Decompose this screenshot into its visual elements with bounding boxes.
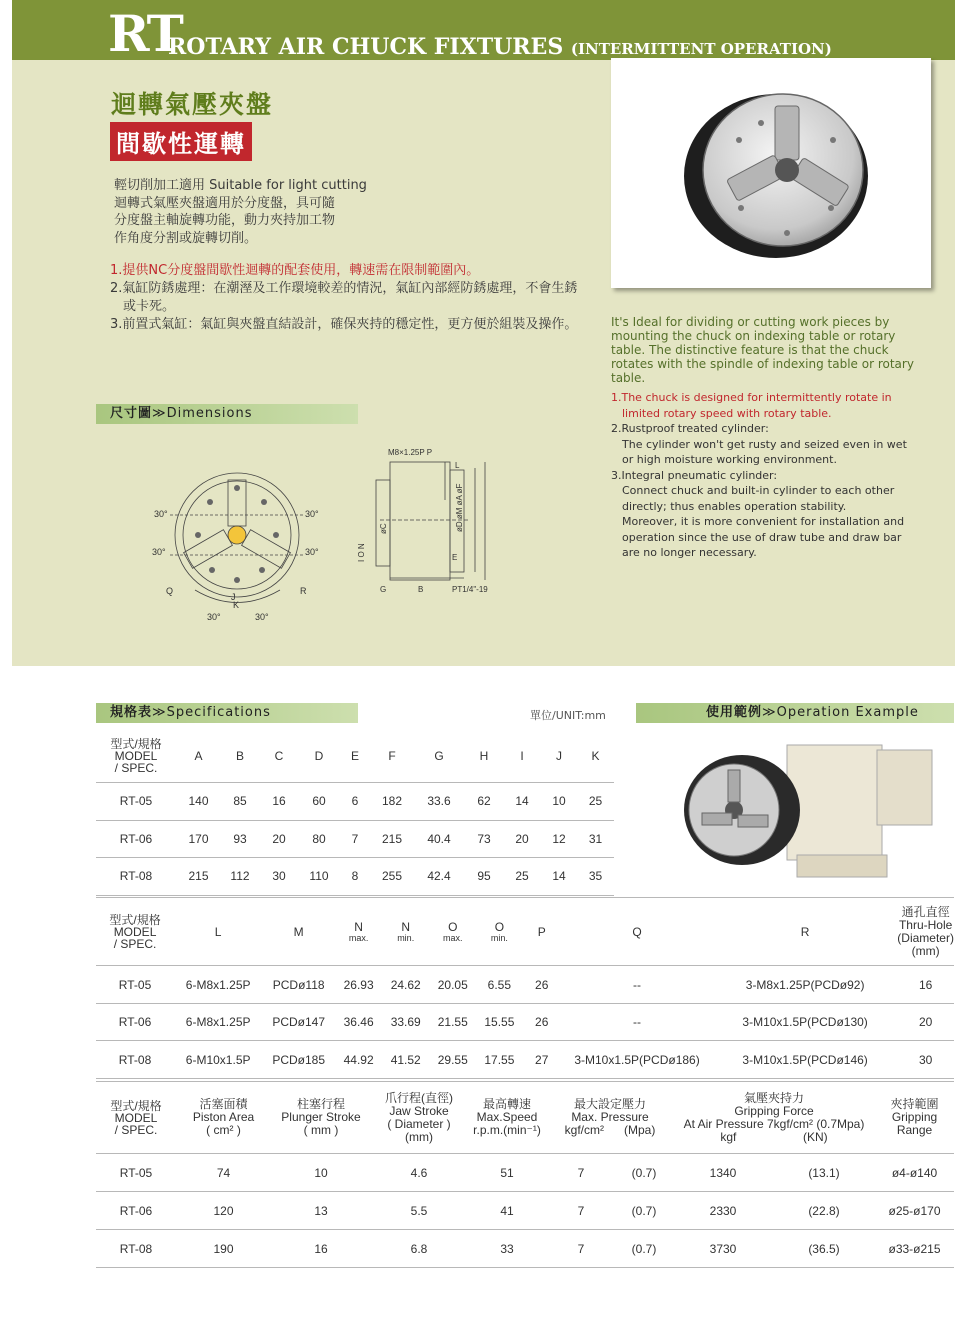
chinese-title: 迴轉氣壓夾盤 [111, 90, 274, 119]
table-row [96, 1154, 954, 1192]
spec-table-2 [96, 897, 954, 1079]
gripping-range-header [875, 1082, 954, 1154]
col-header: Q [561, 898, 713, 966]
intro-line: 作角度分割或旋轉切削。 [114, 230, 258, 246]
note-body: are no longer necessary. [622, 546, 757, 559]
feature-line: 3.前置式氣缸：氣缸與夾盤直結設計，確保夾持的穩定性，更方便於組裝及操作。 [110, 317, 578, 332]
cell: 140 [176, 782, 221, 820]
intro-line: 迴轉式氣壓夾盤適用於分度盤，具可隨 [114, 195, 336, 211]
cell: 26.93 [335, 966, 382, 1004]
table3-header [96, 1082, 954, 1154]
spec-table-1 [96, 730, 614, 896]
cell: 215 [176, 857, 221, 895]
hdr-line: ( mm ) [303, 1123, 339, 1137]
table-row [96, 782, 614, 820]
cell: 2330 [673, 1192, 773, 1230]
label-c: øC [379, 523, 388, 534]
cell: 17.55 [476, 1041, 522, 1079]
col-header: D [299, 730, 339, 782]
col-header: L [174, 898, 262, 966]
cell: (0.7) [615, 1192, 673, 1230]
cell: RT-08 [96, 857, 176, 895]
piston-area-header [176, 1082, 271, 1154]
cell: 6-M8x1.25P [174, 966, 262, 1004]
hdr-line: 夾持範圍 [890, 1097, 939, 1111]
features-chinese [110, 262, 580, 334]
cell: 20 [259, 820, 299, 857]
note-head: 1.The chuck is designed for intermittently rotate in [611, 391, 892, 404]
table-row [96, 1041, 954, 1079]
note-1 [611, 390, 931, 421]
model-header [96, 730, 176, 782]
hdr-line: kgf/cm² (Mpa) [564, 1123, 656, 1137]
cell: 51 [467, 1154, 547, 1192]
cell: 14 [503, 782, 541, 820]
cell: (36.5) [773, 1230, 875, 1268]
cell: 120 [176, 1192, 271, 1230]
cell: 3-M10x1.5P(PCDø186) [561, 1041, 713, 1079]
label-j: J [231, 592, 236, 602]
model-spec: / SPEC. [113, 936, 157, 951]
hdr-line: Piston Area [192, 1110, 255, 1124]
cell: 20.05 [429, 966, 476, 1004]
note-body: Connect chuck and built-in cylinder to each other [622, 484, 895, 497]
cell: 8 [339, 857, 371, 895]
note-body: The cylinder won't get rusty and seized even in wet [622, 437, 907, 451]
cell: 12 [541, 820, 577, 857]
cell: (22.8) [773, 1192, 875, 1230]
table-row [96, 1192, 954, 1230]
col-letter: N [354, 920, 363, 934]
cell: RT-08 [96, 1230, 176, 1268]
cell: 3-M8x1.25P(PCDø92) [713, 966, 897, 1004]
hdr-line: Gripping [891, 1110, 938, 1124]
notes-english [611, 390, 931, 561]
cell: (0.7) [615, 1154, 673, 1192]
col-header: C [259, 730, 299, 782]
section-arrow: ≫ [152, 406, 167, 421]
cell: 30 [897, 1041, 954, 1079]
section-zh: 使用範例 [706, 705, 763, 720]
cell: 6-M10x1.5P [174, 1041, 262, 1079]
hdr-line: Range [896, 1123, 933, 1137]
cell: -- [561, 966, 713, 1004]
table-row [96, 1004, 954, 1041]
angle-label: 30° [207, 612, 221, 622]
cell: 10 [271, 1154, 371, 1192]
cell: 10 [541, 782, 577, 820]
cell: 62 [465, 782, 503, 820]
cell: 41.52 [382, 1041, 429, 1079]
cell: 27 [522, 1041, 561, 1079]
cell: 29.55 [429, 1041, 476, 1079]
cell: RT-08 [96, 1041, 174, 1079]
gripping-force-header [673, 1082, 875, 1154]
model-en: MODEL [114, 1110, 158, 1125]
model-zh: 型式/規格 [110, 736, 162, 751]
section-en: Specifications [166, 705, 271, 720]
cell: -- [561, 1004, 713, 1041]
label-q: Q [166, 586, 174, 596]
hdr-line: 氣壓夾持力 [743, 1090, 804, 1105]
note-body: limited rotary speed with rotary table. [622, 406, 832, 420]
hdr-line: 柱塞行程 [296, 1097, 345, 1111]
col-header: M [262, 898, 335, 966]
hdr-line: Jaw Stroke [389, 1103, 449, 1118]
jaw-stroke-header [371, 1082, 467, 1154]
col-letter: O [494, 920, 505, 934]
cell: 16 [259, 782, 299, 820]
label-l: L [455, 461, 460, 470]
col-header [335, 898, 382, 966]
cell: 7 [547, 1192, 615, 1230]
table2-header [96, 898, 954, 966]
model-spec: / SPEC. [114, 760, 158, 775]
cell: 182 [371, 782, 413, 820]
cell: ø25-ø170 [875, 1192, 954, 1230]
cell: 85 [221, 782, 259, 820]
table-row [96, 1230, 954, 1268]
cell: 255 [371, 857, 413, 895]
cell: 14 [541, 857, 577, 895]
cell: 3730 [673, 1230, 773, 1268]
section-zh: 規格表 [110, 705, 153, 720]
col-header [382, 898, 429, 966]
cell: (13.1) [773, 1154, 875, 1192]
section-zh: 尺寸圖 [110, 406, 153, 421]
max-pressure-header [547, 1082, 673, 1154]
section-arrow: ≫ [152, 705, 167, 720]
model-header [96, 898, 174, 966]
side-view [376, 462, 485, 580]
thru-unit: (mm) [911, 943, 940, 958]
specifications-header [96, 703, 358, 723]
hdr-line: Max. Pressure [571, 1110, 649, 1124]
model-header [96, 1082, 176, 1154]
operation-example-header [636, 703, 954, 723]
hdr-line: (mm) [405, 1129, 433, 1144]
col-header: E [339, 730, 371, 782]
intro-chinese [114, 177, 414, 247]
hdr-line: 最高轉速 [482, 1097, 531, 1111]
title-subtitle: (INTERMITTENT OPERATION) [570, 40, 832, 58]
col-header: J [541, 730, 577, 782]
cell: PCDø147 [262, 1004, 335, 1041]
cell: 93 [221, 820, 259, 857]
angle-label: 30° [305, 547, 319, 557]
cell: 33.6 [413, 782, 465, 820]
cell: 42.4 [413, 857, 465, 895]
cell: 33.69 [382, 1004, 429, 1041]
col-header: F [371, 730, 413, 782]
cell: 6.55 [476, 966, 522, 1004]
cell: RT-05 [96, 966, 174, 1004]
cell: 112 [221, 857, 259, 895]
hdr-line: ( Diameter ) [387, 1116, 451, 1131]
cell: 95 [465, 857, 503, 895]
cell: 190 [176, 1230, 271, 1268]
dimension-drawing [140, 440, 510, 630]
col-header: H [465, 730, 503, 782]
chinese-tag: 間歇性運轉 [110, 122, 252, 161]
cell: 33 [467, 1230, 547, 1268]
cell: 60 [299, 782, 339, 820]
label-ion: I O N [357, 543, 366, 562]
cell: 6.8 [371, 1230, 467, 1268]
label-dmaf: øD øM øA øF [455, 483, 464, 532]
table1-header [96, 730, 614, 782]
model-en: MODEL [114, 748, 158, 763]
model-zh: 型式/規格 [109, 912, 161, 927]
cell: 13 [271, 1192, 371, 1230]
cell: 73 [465, 820, 503, 857]
description-english: It's Ideal for dividing or cutting work pieces by mounting the chuck on indexing table or rotary table. The distinctive feature is that the chuck rotates with the spindle of indexing table or rotary table. [611, 315, 914, 385]
cell: 74 [176, 1154, 271, 1192]
cell: 21.55 [429, 1004, 476, 1041]
cell: 6 [339, 782, 371, 820]
chuck-image [611, 58, 931, 288]
thru-hole-header [897, 898, 954, 966]
hdr-line: Max.Speed [476, 1110, 538, 1124]
label-e: E [452, 553, 458, 562]
note-head: 3.Integral pneumatic cylinder: [611, 468, 778, 482]
col-sub: max. [443, 933, 463, 943]
col-letter: O [448, 920, 458, 934]
section-arrow: ≫ [762, 705, 777, 720]
cell: 25 [577, 782, 614, 820]
pt-label: PT1/4"-19 [452, 585, 488, 594]
cell: 15.55 [476, 1004, 522, 1041]
cell: 41 [467, 1192, 547, 1230]
cell: ø33-ø215 [875, 1230, 954, 1268]
angle-label: 30° [305, 509, 319, 519]
cell: 5.5 [371, 1192, 467, 1230]
cell: 40.4 [413, 820, 465, 857]
cell: 6-M8x1.25P [174, 1004, 262, 1041]
unit-label: 單位/UNIT:mm [530, 709, 606, 722]
hdr-line: At Air Pressure 7kgf/cm² (0.7Mpa) [683, 1116, 865, 1131]
cell: 20 [897, 1004, 954, 1041]
angle-label: 30° [154, 509, 168, 519]
cell: RT-05 [96, 1154, 176, 1192]
hdr-line: ( cm² ) [206, 1123, 241, 1137]
col-sub: min. [397, 933, 415, 943]
intro-line: 輕切削加工適用 Suitable for light cutting [114, 178, 367, 193]
cell: RT-06 [96, 1192, 176, 1230]
thread-label: M8×1.25P P [388, 448, 433, 457]
cell: 25 [503, 857, 541, 895]
label-g: G [380, 585, 387, 594]
label-r: R [300, 586, 307, 596]
angle-label: 30° [255, 612, 269, 622]
cell: RT-05 [96, 782, 176, 820]
section-en: Dimensions [166, 406, 253, 421]
hdr-line: 爪行程(直徑) [385, 1090, 453, 1105]
cell: PCDø118 [262, 966, 335, 1004]
feature-line: 2.氣缸防銹處理：在潮溼及工作環境較差的情況，氣缸內部經防銹處理，不會生銹或卡死。 [110, 281, 578, 314]
cell: 7 [339, 820, 371, 857]
cell: 31 [577, 820, 614, 857]
label-k: K [233, 600, 240, 610]
cell: 36.46 [335, 1004, 382, 1041]
col-letter: N [401, 920, 411, 934]
col-header [476, 898, 522, 966]
hdr-line: Gripping Force [734, 1103, 814, 1118]
col-header: R [713, 898, 897, 966]
table-row [96, 820, 614, 857]
cell: 4.6 [371, 1154, 467, 1192]
product-photo [611, 58, 931, 288]
note-head: 2.Rustproof treated cylinder: [611, 422, 769, 435]
note-body: operation since the use of draw tube and draw bar [622, 530, 902, 544]
hdr-line: r.p.m.(min⁻¹) [473, 1123, 541, 1137]
operation-example-photo [672, 735, 937, 885]
model-spec: / SPEC. [114, 1122, 158, 1137]
page-title [168, 34, 832, 60]
col-header: I [503, 730, 541, 782]
note-2 [611, 421, 931, 468]
front-view [170, 473, 304, 603]
feature-line: 1.提供NC分度盤間歇性迴轉的配套使用，轉速需在限制範圍內。 [110, 263, 480, 278]
plunger-stroke-header [271, 1082, 371, 1154]
col-sub: min. [490, 933, 508, 943]
model-en: MODEL [113, 924, 157, 939]
cell: ø4-ø140 [875, 1154, 954, 1192]
cell: 24.62 [382, 966, 429, 1004]
col-header: K [577, 730, 614, 782]
note-body: or high moisture working environment. [622, 453, 837, 466]
cell: 215 [371, 820, 413, 857]
col-sub: max. [348, 933, 369, 943]
col-header: G [413, 730, 465, 782]
dimensions-header [96, 404, 358, 424]
cell: 3-M10x1.5P(PCDø146) [713, 1041, 897, 1079]
note-body: directly; thus enables operation stability. [622, 499, 847, 513]
cell: 7 [547, 1154, 615, 1192]
table-row [96, 857, 614, 895]
col-header: P [522, 898, 561, 966]
cell: (0.7) [615, 1230, 673, 1268]
angle-label: 30° [152, 547, 166, 557]
spec-table-3 [96, 1081, 954, 1268]
hdr-line: Plunger Stroke [281, 1110, 361, 1124]
hdr-line: 活塞面積 [199, 1097, 248, 1111]
col-header: A [176, 730, 221, 782]
thru-en: Thru-Hole [898, 917, 953, 932]
cell: 35 [577, 857, 614, 895]
col-header: B [221, 730, 259, 782]
title-rt: RT [108, 4, 182, 63]
intro-line: 分度盤主軸旋轉功能，動力夾持加工物 [114, 213, 336, 228]
cell: 110 [299, 857, 339, 895]
thru-diam: (Diameter) [897, 930, 954, 945]
hdr-line: 最大設定壓力 [573, 1097, 646, 1111]
title-text: ROTARY AIR CHUCK FIXTURES [168, 34, 564, 60]
cell: RT-06 [96, 820, 176, 857]
table-row [96, 966, 954, 1004]
cell: 170 [176, 820, 221, 857]
max-speed-header [467, 1082, 547, 1154]
cell: 16 [271, 1230, 371, 1268]
cell: 26 [522, 966, 561, 1004]
note-3 [611, 468, 931, 561]
cell: 26 [522, 1004, 561, 1041]
cell: 3-M10x1.5P(PCDø130) [713, 1004, 897, 1041]
cell: PCDø185 [262, 1041, 335, 1079]
model-zh: 型式/規格 [110, 1098, 162, 1113]
note-body: Moreover, it is more convenient for installation and [622, 515, 905, 528]
cell: 16 [897, 966, 954, 1004]
cell: 20 [503, 820, 541, 857]
cell: 1340 [673, 1154, 773, 1192]
section-en: Operation Example [776, 705, 919, 720]
cell: 80 [299, 820, 339, 857]
cell: 30 [259, 857, 299, 895]
thru-zh: 通孔直徑 [901, 904, 950, 919]
hdr-line: kgf (KN) [720, 1129, 828, 1144]
cell: RT-06 [96, 1004, 174, 1041]
cell: 7 [547, 1230, 615, 1268]
cell: 44.92 [335, 1041, 382, 1079]
label-b: B [418, 585, 424, 594]
col-header [429, 898, 476, 966]
